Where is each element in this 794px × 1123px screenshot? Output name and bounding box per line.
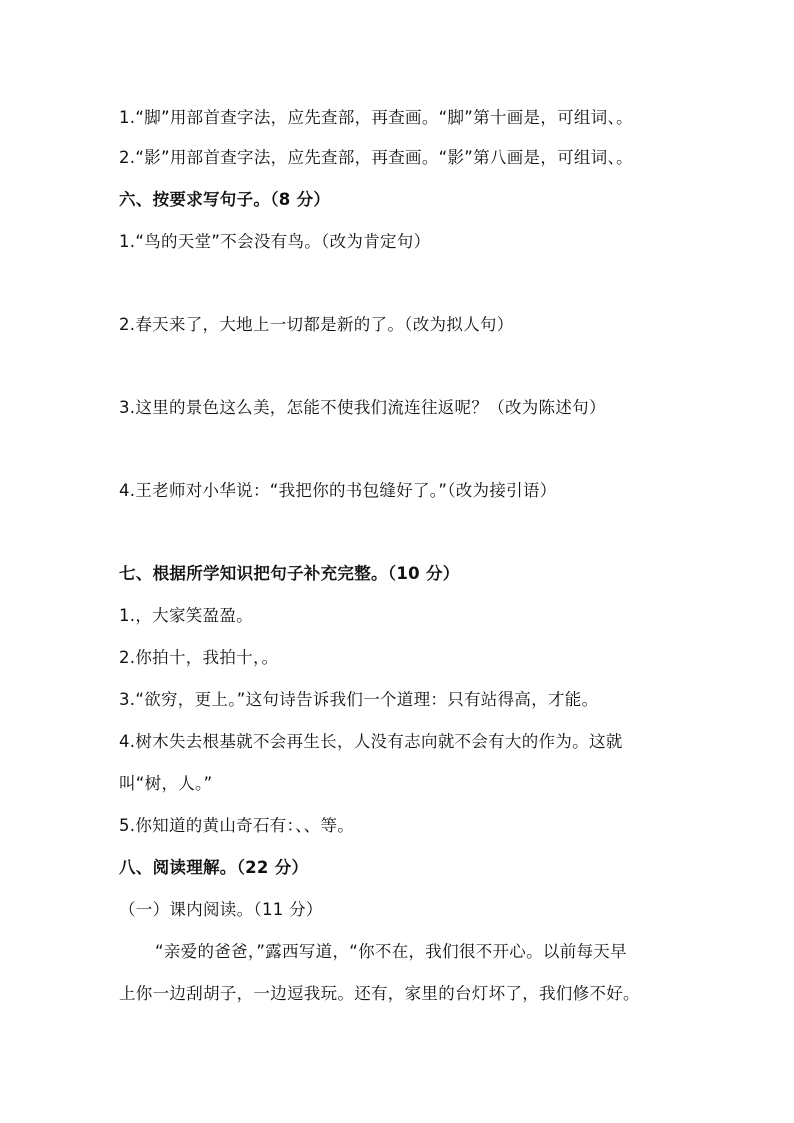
- question-line-7-1: 1.，大家笑盈盈。: [119, 606, 253, 625]
- section-heading-7: 七、根据所学知识把句子补充完整。（10 分）: [119, 564, 460, 583]
- question-line-5-1: 1.“脚”用部首查字法，应先查部，再查画。“脚”第十画是，可组词、。: [119, 108, 633, 127]
- reading-paragraph-line-1: “亲爱的爸爸，”露西写道，“你不在，我们很不开心。以前每天早: [155, 942, 627, 961]
- section-heading-6: 六、按要求写句子。（8 分）: [119, 190, 331, 209]
- question-line-5-2: 2.“影”用部首查字法，应先查部，再查画。“影”第八画是，可组词、。: [119, 148, 633, 167]
- question-line-6-1: 1.“鸟的天堂”不会没有鸟。（改为肯定句）: [119, 232, 431, 251]
- question-line-7-5: 5.你知道的黄山奇石有：、、等。: [119, 816, 355, 835]
- reading-paragraph-line-2: 上你一边刮胡子，一边逗我玩。还有，家里的台灯坏了，我们修不好。: [119, 984, 640, 1003]
- question-line-6-2: 2.春天来了，大地上一切都是新的了。（改为拟人句）: [119, 315, 514, 334]
- question-line-6-4: 4.王老师对小华说：“我把你的书包缝好了。”（改为接引语）: [119, 481, 557, 500]
- section-heading-8: 八、阅读理解。（22 分）: [119, 858, 309, 877]
- question-line-7-2: 2.你拍十，我拍十，。: [119, 648, 279, 667]
- question-line-7-3: 3.“欲穷，更上。”这句诗告诉我们一个道理：只有站得高，才能。: [119, 690, 599, 709]
- question-line-7-4-continued: 叫“树，人。”: [119, 774, 213, 793]
- question-line-7-4: 4.树木失去根基就不会再生长，人没有志向就不会有大的作为。这就: [119, 732, 623, 751]
- subsection-heading-reading: （一）课内阅读。（11 分）: [119, 900, 323, 919]
- question-line-6-3: 3.这里的景色这么美，怎能不使我们流连往返呢？（改为陈述句）: [119, 398, 606, 417]
